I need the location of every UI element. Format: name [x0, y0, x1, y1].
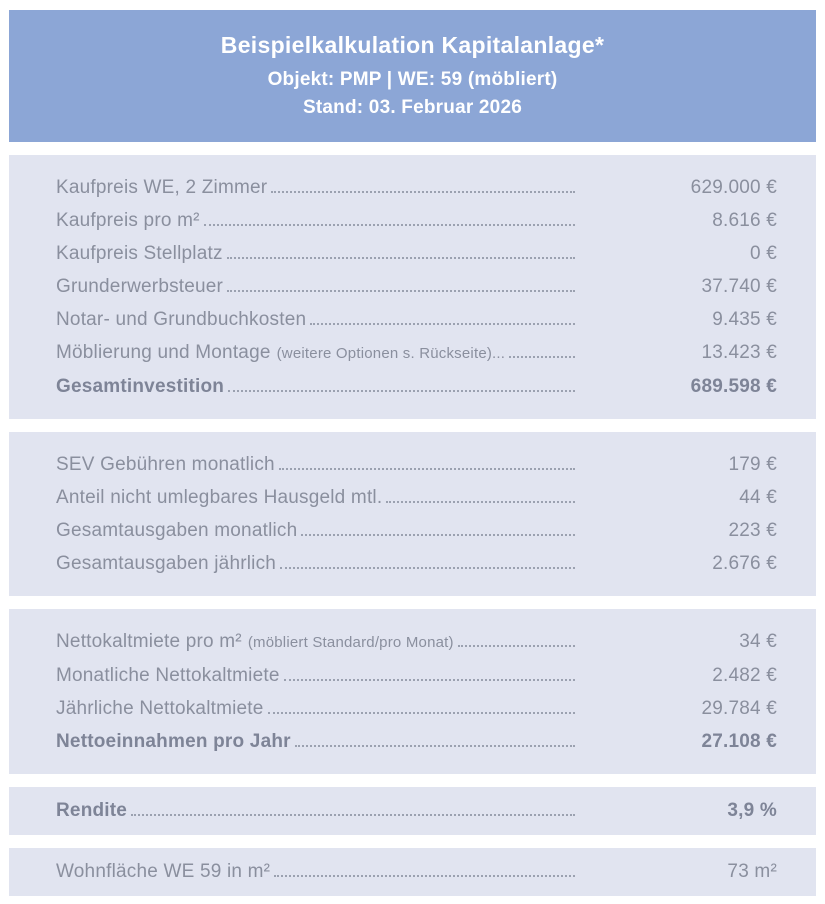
calc-row [56, 859, 777, 885]
row-left-group [56, 171, 579, 204]
row-value: 9.435 € [712, 309, 777, 330]
dot-leader [301, 534, 574, 536]
row-left-group [56, 270, 579, 303]
row-note: (möbliert Standard/pro Monat) [247, 634, 454, 651]
calc-section-monthly-expenses [9, 432, 816, 596]
sections-container [9, 155, 816, 896]
row-label: Anteil nicht umlegbares Hausgeld mtl. [56, 487, 383, 508]
dot-leader [386, 501, 574, 503]
row-label: Gesamtausgaben jährlich [56, 553, 277, 574]
calc-row [56, 798, 777, 824]
calc-row [56, 204, 777, 237]
row-left-group [56, 859, 579, 885]
row-value: 27.108 € [701, 731, 777, 752]
dot-leader [228, 390, 575, 392]
row-note: (weitere Optionen s. Rückseite)... [276, 345, 506, 362]
row-label: SEV Gebühren monatlich [56, 454, 275, 475]
calc-row [56, 303, 777, 336]
calc-row [56, 625, 777, 659]
row-value: 179 € [728, 454, 777, 475]
row-left-group [56, 547, 579, 580]
row-label: Nettoeinnahmen pro Jahr [56, 731, 291, 752]
row-value: 34 € [739, 631, 777, 652]
row-label: Notar- und Grundbuchkosten [56, 309, 307, 330]
row-value: 223 € [728, 520, 777, 541]
header [9, 10, 816, 142]
calc-row [56, 171, 777, 204]
row-label: Grunderwerbsteuer [56, 276, 224, 297]
row-value: 2.482 € [712, 665, 777, 686]
row-label: Nettokaltmiete pro m² [56, 631, 242, 652]
calc-row [56, 514, 777, 547]
dot-leader [509, 356, 575, 358]
calc-row [56, 481, 777, 514]
row-value: 2.676 € [712, 553, 777, 574]
row-value: 29.784 € [701, 698, 777, 719]
row-left-group [56, 237, 579, 270]
dot-leader [131, 814, 575, 816]
row-value: 73 m² [727, 861, 777, 882]
dot-leader [204, 224, 575, 226]
row-left-group [56, 303, 579, 336]
row-left-group [56, 798, 579, 824]
row-label: Rendite [56, 800, 128, 821]
calc-section-investment-costs [9, 155, 816, 419]
row-value: 13.423 € [701, 342, 777, 363]
row-label: Kaufpreis Stellplatz [56, 243, 223, 264]
calc-row [56, 270, 777, 303]
row-label: Kaufpreis pro m² [56, 210, 200, 231]
row-value: 8.616 € [712, 210, 777, 231]
dot-leader [227, 290, 575, 292]
date-line: Stand: 03. Februar 2026 [303, 97, 522, 118]
dot-leader [271, 191, 574, 193]
dot-leader [458, 645, 575, 647]
row-label: Gesamtinvestition [56, 376, 225, 397]
dot-leader [280, 567, 575, 569]
calc-row [56, 547, 777, 580]
dot-leader [279, 468, 575, 470]
calc-row [56, 370, 777, 403]
page-title: Beispielkalkulation Kapitalanlage* [220, 32, 605, 58]
row-left-group [56, 204, 579, 237]
calc-row [56, 448, 777, 481]
dot-leader [284, 679, 575, 681]
row-left-group [56, 692, 579, 725]
dot-leader [227, 257, 575, 259]
row-left-group [56, 659, 579, 692]
row-label: Jährliche Nettokaltmiete [56, 698, 264, 719]
row-label: Kaufpreis WE, 2 Zimmer [56, 177, 268, 198]
row-left-group [56, 481, 579, 514]
dot-leader [295, 745, 575, 747]
row-label: Wohnfläche WE 59 in m² [56, 861, 271, 882]
row-label: Gesamtausgaben monatlich [56, 520, 298, 541]
object-line: Objekt: PMP | WE: 59 (möbliert) [267, 69, 558, 90]
row-value: 37.740 € [701, 276, 777, 297]
row-label: Monatliche Nettokaltmiete [56, 665, 280, 686]
calc-row [56, 237, 777, 270]
calc-row [56, 336, 777, 370]
row-left-group [56, 514, 579, 547]
dot-leader [310, 323, 574, 325]
row-left-group [56, 725, 579, 758]
calc-row [56, 659, 777, 692]
row-left-group [56, 625, 579, 659]
row-value: 689.598 € [690, 376, 777, 397]
calc-row [56, 725, 777, 758]
calc-section-rental-income [9, 609, 816, 774]
dot-leader [268, 712, 575, 714]
calc-section-yield [9, 787, 816, 835]
row-left-group [56, 370, 579, 403]
row-left-group [56, 448, 579, 481]
row-left-group [56, 336, 579, 370]
row-value: 629.000 € [690, 177, 777, 198]
row-value: 3,9 % [727, 800, 777, 821]
row-label: Möblierung und Montage [56, 342, 271, 363]
row-value: 0 € [749, 243, 777, 264]
row-value: 44 € [739, 487, 777, 508]
dot-leader [274, 875, 575, 877]
calc-row [56, 692, 777, 725]
calc-section-living-area [9, 848, 816, 896]
